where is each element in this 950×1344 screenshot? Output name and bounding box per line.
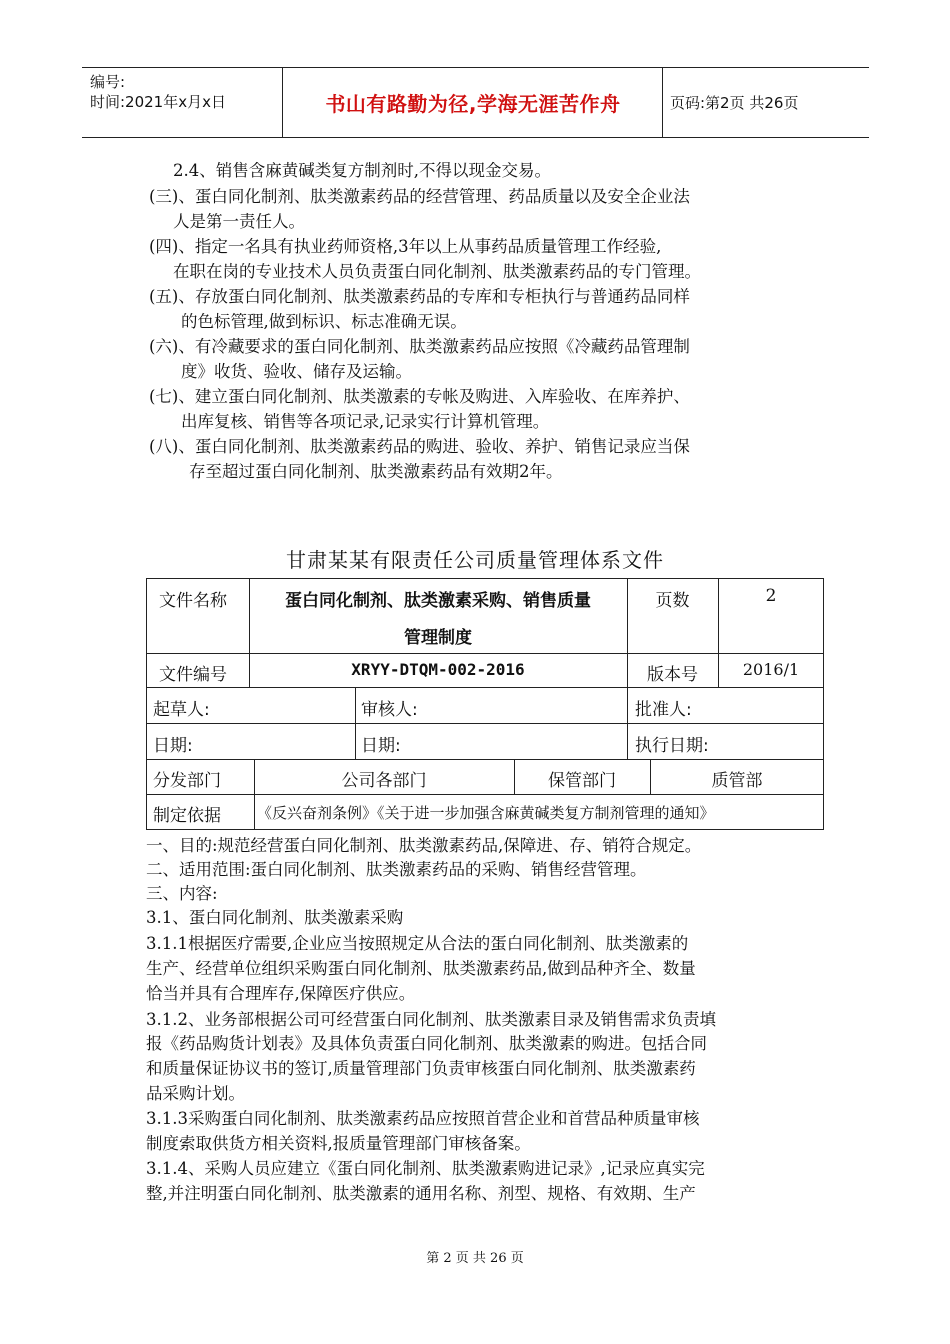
clause-line: 出库复核、销售等各项记录,记录实行计算机管理。 — [181, 412, 550, 431]
body-line: 3.1.1根据医疗需要,企业应当按照规定从合法的蛋白同化制剂、肽类激素的 — [146, 934, 689, 953]
document-info-table — [146, 578, 824, 830]
clause-line: (四)、指定一名具有执业药师资格,3年以上从事药品质量管理工作经验, — [149, 237, 662, 256]
header-page-number: 页码:第2页 共26页 — [670, 94, 799, 112]
header-divider — [282, 68, 283, 137]
body-line: 3.1、蛋白同化制剂、肽类激素采购 — [146, 908, 404, 927]
body-line: 和质量保证协议书的签订,质量管理部门负责审核蛋白同化制剂、肽类激素药 — [146, 1059, 696, 1078]
file-no-value: XRYY-DTQM-002-2016 — [351, 660, 525, 679]
header-time: 时间:2021年x月x日 — [90, 93, 226, 111]
body-line: 生产、经营单位组织采购蛋白同化制剂、肽类激素药品,做到品种齐全、数量 — [146, 959, 696, 978]
pages-value: 2 — [765, 586, 777, 606]
table-rule — [147, 687, 823, 688]
clause-line: (七)、建立蛋白同化制剂、肽类激素的专帐及购进、入库验收、在库养护、 — [149, 387, 690, 406]
body-line: 三、内容: — [146, 884, 218, 903]
clause-line: (八)、蛋白同化制剂、肽类激素药品的购进、验收、养护、销售记录应当保 — [149, 437, 690, 456]
header-motto: 书山有路勤为径,学海无涯苦作舟 — [325, 92, 621, 116]
table-rule — [147, 759, 823, 760]
dist-value: 公司各部门 — [341, 771, 427, 791]
date-label: 日期: — [153, 736, 193, 756]
pages-label: 页数 — [655, 591, 690, 611]
file-name-line1: 蛋白同化制剂、肽类激素采购、销售质量 — [285, 591, 591, 611]
clause-line: (五)、存放蛋白同化制剂、肽类激素药品的专库和专柜执行与普通药品同样 — [149, 287, 690, 306]
clause-line: 2.4、销售含麻黄碱类复方制剂时,不得以现金交易。 — [173, 161, 551, 180]
approver-label: 批准人: — [635, 700, 692, 720]
basis-value: 《反兴奋剂条例》《关于进一步加强含麻黄碱类复方制剂管理的通知》 — [257, 804, 715, 822]
body-line: 制度索取供货方相关资料,报质量管理部门审核备案。 — [146, 1134, 531, 1153]
exec-date-label: 执行日期: — [635, 736, 709, 756]
table-rule — [147, 723, 823, 724]
clause-line: 在职在岗的专业技术人员负责蛋白同化制剂、肽类激素药品的专门管理。 — [173, 262, 701, 281]
clause-line: 人是第一责任人。 — [173, 212, 305, 231]
file-name-label: 文件名称 — [159, 591, 227, 611]
table-rule — [147, 794, 823, 795]
body-line: 品采购计划。 — [146, 1084, 245, 1103]
date-label: 日期: — [361, 736, 401, 756]
body-line: 恰当并具有合理库存,保障医疗供应。 — [146, 984, 416, 1003]
drafter-label: 起草人: — [153, 700, 210, 720]
document-title: 甘肃某某有限责任公司质量管理体系文件 — [286, 548, 664, 572]
table-rule — [627, 687, 628, 759]
body-line: 二、适用范围:蛋白同化制剂、肽类激素药品的采购、销售经营管理。 — [146, 860, 647, 879]
table-rule — [254, 794, 255, 829]
body-line: 整,并注明蛋白同化制剂、肽类激素的通用名称、剂型、规格、有效期、生产 — [146, 1184, 696, 1203]
body-line: 3.1.2、业务部根据公司可经营蛋白同化制剂、肽类激素目录及销售需求负责填 — [146, 1010, 716, 1029]
body-line: 3.1.3采购蛋白同化制剂、肽类激素药品应按照首营企业和首营品种质量审核 — [146, 1109, 700, 1128]
body-line: 3.1.4、采购人员应建立《蛋白同化制剂、肽类激素购进记录》,记录应真实完 — [146, 1159, 705, 1178]
basis-label: 制定依据 — [153, 806, 221, 826]
reviewer-label: 审核人: — [361, 700, 418, 720]
version-label: 版本号 — [647, 665, 698, 685]
body-line: 报《药品购货计划表》及具体负责蛋白同化制剂、肽类激素的购进。包括合同 — [146, 1034, 707, 1053]
body-line: 一、目的:规范经营蛋白同化制剂、肽类激素药品,保障进、存、销符合规定。 — [146, 836, 702, 855]
dist-label: 分发部门 — [153, 771, 221, 791]
clause-line: 度》收货、验收、储存及运输。 — [181, 362, 412, 381]
clause-line: 的色标管理,做到标识、标志准确无误。 — [181, 312, 467, 331]
file-no-label: 文件编号 — [159, 665, 227, 685]
header-number: 编号: — [90, 73, 126, 91]
custody-label: 保管部门 — [548, 771, 616, 791]
header-divider — [662, 68, 663, 137]
file-name-line2: 管理制度 — [404, 628, 472, 648]
clause-line: (三)、蛋白同化制剂、肽类激素药品的经营管理、药品质量以及安全企业法 — [149, 187, 690, 206]
header-meta — [90, 72, 226, 112]
version-value: 2016/1 — [742, 660, 800, 679]
clause-line: (六)、有冷藏要求的蛋白同化制剂、肽类激素药品应按照《冷藏药品管理制 — [149, 337, 690, 356]
custody-value: 质管部 — [711, 771, 763, 791]
page-footer: 第 2 页 共 26 页 — [426, 1251, 524, 1266]
clause-line: 存至超过蛋白同化制剂、肽类激素药品有效期2年。 — [189, 462, 563, 481]
table-rule — [355, 687, 356, 759]
page-header — [82, 67, 869, 138]
